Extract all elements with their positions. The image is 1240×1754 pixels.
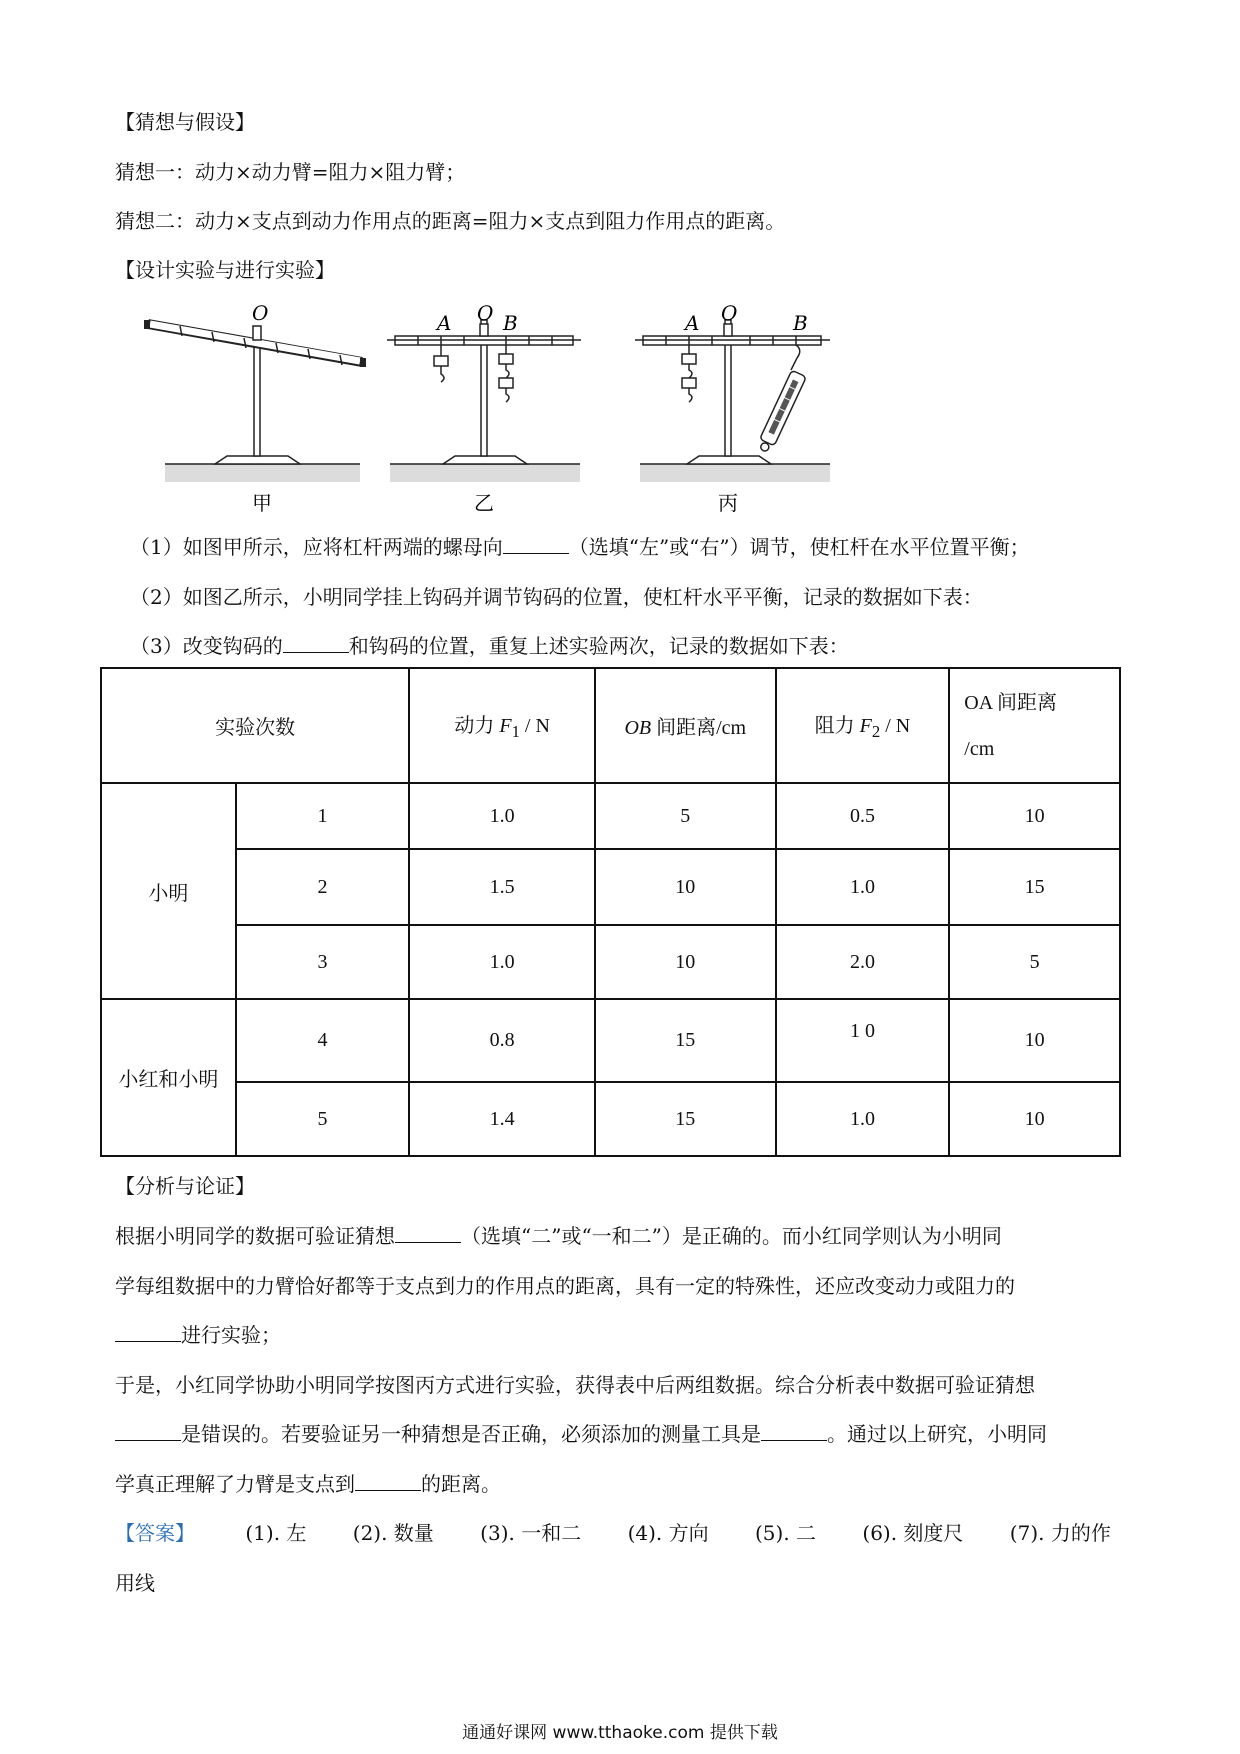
- cell-trial: 2: [236, 849, 410, 925]
- header-f1: 动力 $F_1$ / N: [409, 668, 595, 783]
- cell-oa: 10: [949, 999, 1120, 1082]
- cell-f1: 1.4: [409, 1082, 595, 1156]
- step-1: [130, 531, 1030, 560]
- cell-oa: 10: [949, 783, 1120, 849]
- table-row: [101, 849, 1120, 925]
- answer-item: (1). 左: [245, 1521, 307, 1545]
- analysis-text: 学真正理解了力臂是支点到: [115, 1472, 355, 1496]
- cell-f2: 1.0: [776, 1082, 950, 1156]
- header-ob: OB 间距离/cm: [595, 668, 776, 783]
- label-b: B: [503, 311, 518, 335]
- answer-label: 【答案】: [115, 1521, 195, 1545]
- blank-7: [355, 1472, 421, 1491]
- answer-item: (6). 刻度尺: [862, 1521, 964, 1545]
- cell-oa: 10: [949, 1082, 1120, 1156]
- data-table: [100, 667, 1121, 1157]
- table-row: [101, 1082, 1120, 1156]
- cell-ob: 15: [595, 999, 776, 1082]
- step-3: [130, 630, 849, 659]
- blank-2: [283, 634, 349, 653]
- label-a: A: [437, 311, 452, 335]
- analysis-text: 的距离。: [421, 1472, 501, 1496]
- answer-item: (2). 数量: [352, 1521, 434, 1545]
- step-3-after: 和钩码的位置，重复上述实验两次，记录的数据如下表：: [348, 634, 849, 658]
- lever-figure: [140, 298, 900, 512]
- cell-oa: 15: [949, 849, 1120, 925]
- cell-f2: 2.0: [776, 925, 950, 999]
- analysis-line-2: 学每组数据中的力臂恰好都等于支点到力的作用点的距离，具有一定的特殊性，还应改变动力或阻力的: [115, 1274, 1015, 1298]
- cell-f1: 1.0: [409, 925, 595, 999]
- blank-1: [503, 535, 569, 554]
- cell-f1: 1.0: [409, 783, 595, 849]
- label-o: O: [477, 301, 494, 325]
- analysis-text: 进行实验；: [181, 1323, 281, 1347]
- setup-yi: [387, 301, 581, 512]
- answer-continuation: 用线: [115, 1571, 155, 1595]
- caption-bing: 丙: [718, 491, 738, 512]
- blank-5: [115, 1422, 181, 1441]
- hypothesis-2: 猜想二：动力×支点到动力作用点的距离=阻力×支点到阻力作用点的距离。: [115, 209, 786, 233]
- table-row: [101, 999, 1120, 1082]
- label-b: B: [793, 311, 808, 335]
- label-a: A: [685, 311, 700, 335]
- table-row: [101, 925, 1120, 999]
- header-oa: OA 间距离 /cm: [949, 668, 1120, 783]
- section-hypothesis: 【猜想与假设】: [115, 110, 255, 134]
- answer-item: (4). 方向: [627, 1521, 709, 1545]
- cell-trial: 4: [236, 999, 410, 1082]
- cell-f2: 0.5: [776, 783, 950, 849]
- analysis-line-5: [115, 1418, 1047, 1447]
- group-xiaohong-xiaoming: 小红和小明: [101, 999, 236, 1156]
- step-1-after: （选填“左”或“右”）调节，使杠杆在水平位置平衡；: [568, 535, 1030, 559]
- header-f2: 阻力 $F_2$ / N: [776, 668, 950, 783]
- answer-item: (7). 力的作: [1009, 1521, 1111, 1545]
- table-row: [101, 783, 1120, 849]
- label-o: O: [252, 301, 269, 325]
- analysis-line-4: 于是，小红同学协助小明同学按图丙方式进行实验，获得表中后两组数据。综合分析表中数据可验证猜想: [115, 1373, 1035, 1397]
- cell-ob: 10: [595, 849, 776, 925]
- footer-source: 通通好课网 www.tthaoke.com 提供下载: [462, 1723, 778, 1743]
- table-header-row: [101, 668, 1120, 783]
- cell-trial: 1: [236, 783, 410, 849]
- cell-trial: 3: [236, 925, 410, 999]
- caption-yi: 乙: [474, 491, 494, 512]
- analysis-text: 是错误的。若要验证另一种猜想是否正确，必须添加的测量工具是: [181, 1422, 761, 1446]
- section-analysis: 【分析与论证】: [115, 1174, 255, 1198]
- cell-ob: 5: [595, 783, 776, 849]
- analysis-line-3: [115, 1319, 281, 1348]
- header-trial: 实验次数: [101, 668, 409, 783]
- answer-item: (5). 二: [754, 1521, 817, 1545]
- analysis-line-1: [115, 1220, 1002, 1249]
- analysis-line-6: [115, 1468, 501, 1497]
- analysis-text: 。通过以上研究，小明同: [827, 1422, 1047, 1446]
- group-xiaoming: 小明: [101, 783, 236, 999]
- caption-jia: 甲: [252, 491, 272, 512]
- blank-6: [761, 1422, 827, 1441]
- analysis-text: （选填“二”或“一和二”）是正确的。而小红同学则认为小明同: [461, 1224, 1002, 1248]
- hypothesis-1: 猜想一：动力×动力臂=阻力×阻力臂；: [115, 160, 466, 184]
- cell-oa: 5: [949, 925, 1120, 999]
- step-2: （2）如图乙所示，小明同学挂上钩码并调节钩码的位置，使杠杆水平平衡，记录的数据如下表：: [130, 585, 983, 609]
- cell-f1: 1.5: [409, 849, 595, 925]
- cell-f2: 1.0: [776, 849, 950, 925]
- step-3-before: （3）改变钩码的: [130, 634, 283, 658]
- step-1-before: （1）如图甲所示，应将杠杆两端的螺母向: [130, 535, 503, 559]
- cell-f2: 1 0: [776, 999, 950, 1082]
- label-o: O: [721, 301, 738, 325]
- cell-f1: 0.8: [409, 999, 595, 1082]
- cell-ob: 10: [595, 925, 776, 999]
- cell-trial: 5: [236, 1082, 410, 1156]
- analysis-text: 根据小明同学的数据可验证猜想: [115, 1224, 395, 1248]
- answer-item: (3). 一和二: [480, 1521, 582, 1545]
- setup-bing: [635, 301, 830, 512]
- blank-4: [115, 1323, 181, 1342]
- section-design: 【设计实验与进行实验】: [115, 258, 335, 282]
- cell-ob: 15: [595, 1082, 776, 1156]
- blank-3: [395, 1224, 461, 1243]
- answer-line: [115, 1517, 1111, 1546]
- setup-jia: [144, 301, 366, 512]
